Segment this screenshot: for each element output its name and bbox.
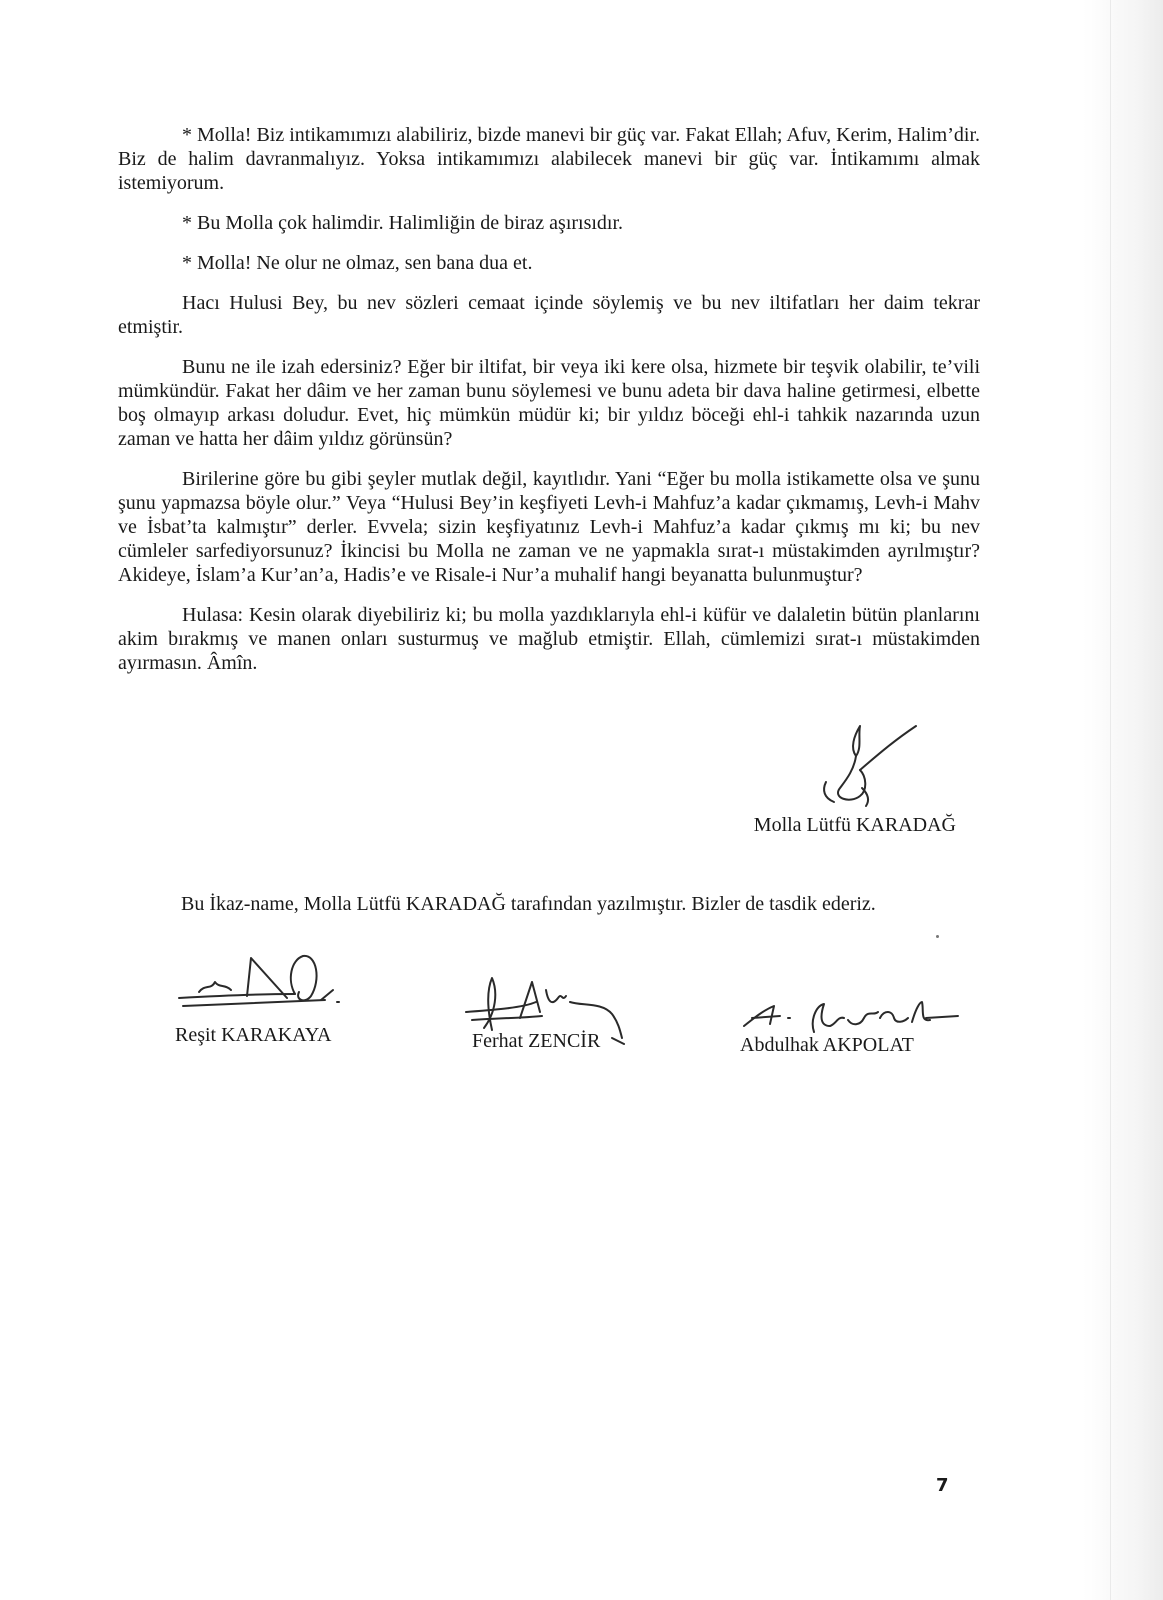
paragraph-2: * Bu Molla çok halimdir. Halimliğin de biraz aşırısıdır. (182, 212, 624, 234)
signer-name-resit-karakaya: Reşit KARAKAYA (175, 1024, 332, 1046)
paragraph-6: Birilerine göre bu gibi şeyler mutlak değil, kayıtlıdır. Yani “Eğer bu molla istikamette olsa ve şunu şunu yapmazsa böyle olur.” Veya “Hulusi Bey’in keşfiyeti Levh-i Mahfuz’a kadar çıkmamış, Levh-i Mahv ve İsbat’ta kalmıştır” derler. Evvela; sizin keşfiyatınız Levh-i Mahfuz’a kadar çıkmış mı ki; bu nev cümleler sarfediyorsunuz? İkincisi bu Molla ne zaman ve ne yapmakla sırat-ı müstakimden ayrılmıştır? Akideye, İslam’a Kur’an’a, Hadis’e ve Risale-i Nur’a muhalif hangi beyanatta bulunmuştur? (118, 468, 980, 586)
signature-resit-karakaya (175, 950, 345, 1015)
paragraph-3: * Molla! Ne olur ne olmaz, sen bana dua et. (182, 252, 533, 274)
main-signature (800, 718, 930, 818)
paragraph-1: * Molla! Biz intikamımızı alabiliriz, bizde manevi bir güç var. Fakat Ellah; Afuv, Kerim, Halim’dir. Biz de halim davranmalıyız. Yoksa intikamımızı alabilecek manevi bir güç var. İntikamımı almak istemiyorum. (118, 124, 980, 194)
page-number: 7 (936, 1475, 949, 1496)
paragraph-5: Bunu ne ile izah edersiniz? Eğer bir iltifat, bir veya iki kere olsa, hizmete bir teşvik olabilir, te’vili mümkündür. Fakat her dâim ve her zaman bunu söylemesi ve bunu adeta bir dava haline getirmesi, elbette boş olmayıp arkası doludur. Evet, hiç mümkün müdür ki; bir yıldız böceği ehl-i tahkik nazarında uzun zaman ve hatta her dâim yıldız görünsün? (118, 356, 980, 450)
scan-edge-shadow (1083, 0, 1163, 1600)
scan-speck (936, 935, 939, 938)
endorsement-statement: Bu İkaz-name, Molla Lütfü KARADAĞ tarafından yazılmıştır. Bizler de tasdik ederiz. (181, 893, 876, 915)
main-signer-name: Molla Lütfü KARADAĞ (753, 814, 956, 836)
letter-body (118, 123, 980, 691)
signer-name-ferhat-zencir: Ferhat ZENCİR (472, 1030, 601, 1052)
signer-name-abdulhak-akpolat: Abdulhak AKPOLAT (740, 1034, 914, 1056)
paragraph-7: Hulasa: Kesin olarak diyebiliriz ki; bu molla yazdıklarıyla ehl-i küfür ve dalaletin bütün planlarını akim bırakmış ve manen onları susturmuş ve mağlub etmiştir. Ellah, cümlemizi sırat-ı müstakimden ayırmasın. Âmîn. (118, 604, 980, 674)
paragraph-4: Hacı Hulusi Bey, bu nev sözleri cemaat içinde söylemiş ve bu nev iltifatları her daim tekrar etmiştir. (118, 292, 980, 338)
